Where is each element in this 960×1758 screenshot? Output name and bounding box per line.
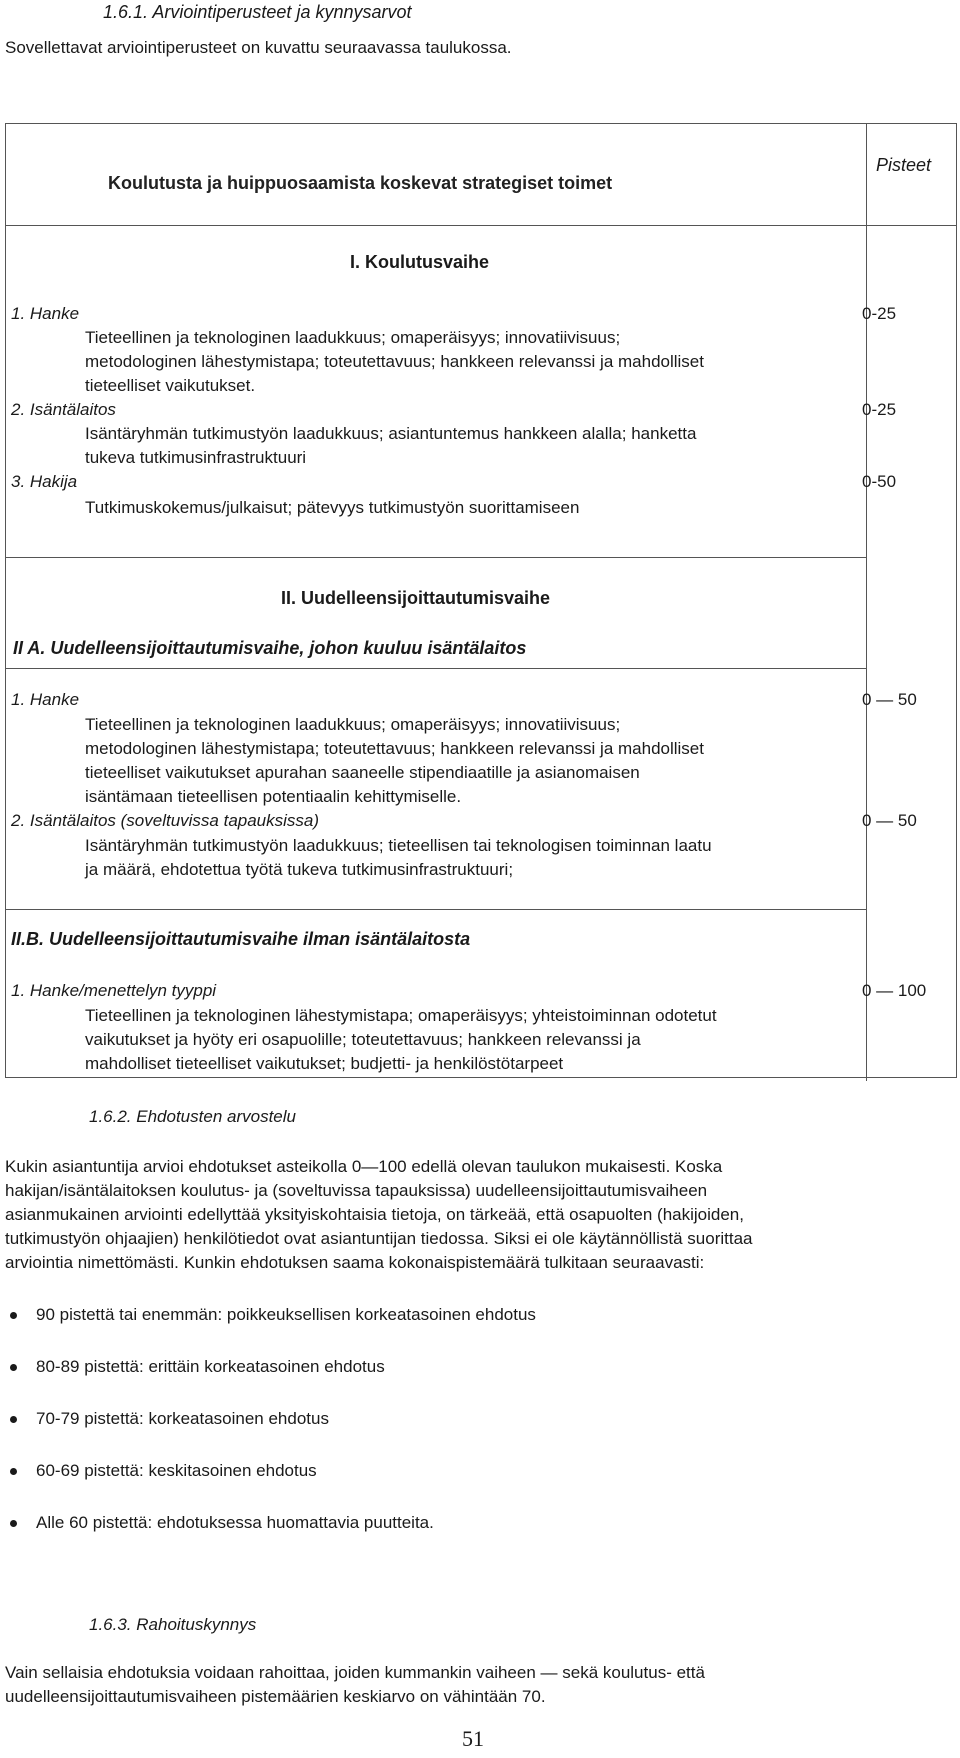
description-line: mahdolliset tieteelliset vaikutukset; budjetti- ja henkilöstötarpeet	[85, 1054, 564, 1073]
evaluation-paragraph	[5, 1155, 953, 1275]
section-heading-163: 1.6.3. Rahoituskynnys	[89, 1615, 257, 1634]
description-line: metodologinen lähestymistapa; toteutettavuus; hankkeen relevanssi ja mahdolliset	[85, 352, 704, 371]
paragraph-line: arviointia nimettömästi. Kunkin ehdotuksen saama kokonaispistemäärä tulkitaan seuraavasti:	[5, 1253, 705, 1272]
table-sub-divider	[6, 668, 867, 669]
phase-2b-title: II.B. Uudelleensijoittautumisvaihe ilman isäntälaitosta	[11, 929, 471, 949]
phase2a-item2-description	[85, 834, 858, 882]
description-line: metodologinen lähestymistapa; toteutettavuus; hankkeen relevanssi ja mahdolliset	[85, 739, 704, 758]
paragraph-line: hakijan/isäntälaitoksen koulutus- ja (soveltuvissa tapauksissa) uudelleensijoittautumisvaiheen	[5, 1181, 708, 1200]
score-band-text: 60-69 pistettä: keskitasoinen ehdotus	[36, 1461, 317, 1480]
phase1-item3-description	[85, 496, 858, 520]
description-line: tieteelliset vaikutukset.	[85, 376, 256, 395]
description-line: Tieteellinen ja teknologinen laadukkuus; omaperäisyys; innovatiivisuus;	[85, 715, 621, 734]
phase2a-item2-score: 0 — 50	[862, 811, 917, 830]
description-line: isäntämaan tieteellisen potentiaalin kehittymiselle.	[85, 787, 462, 806]
description-line: tukeva tutkimusinfrastruktuuri	[85, 448, 307, 467]
bullet-icon	[10, 1520, 17, 1527]
phase2a-item1-description	[85, 713, 858, 809]
phase2a-item1-score: 0 — 50	[862, 690, 917, 709]
phase1-item3-score: 0-50	[862, 472, 897, 491]
page-number: 51	[462, 1726, 484, 1751]
paragraph-line: Kukin asiantuntija arvioi ehdotukset asteikolla 0—100 edellä olevan taulukon mukaisesti. Koska	[5, 1157, 723, 1176]
score-band-item	[36, 1513, 434, 1533]
score-band-item	[36, 1305, 536, 1325]
bullet-icon	[10, 1312, 17, 1319]
points-column-header: Pisteet	[876, 155, 932, 175]
table-column-divider	[866, 124, 867, 1081]
description-line: Tutkimuskokemus/julkaisut; pätevyys tutkimustyön suorittamiseen	[85, 498, 580, 517]
section-heading-162: 1.6.2. Ehdotusten arvostelu	[89, 1107, 296, 1126]
paragraph-line: tutkimustyön ohjaajien) henkilötiedot ovat asiantuntijan tiedossa. Siksi ei ole käytännöllistä suorittaa	[5, 1229, 753, 1248]
description-line: Isäntäryhmän tutkimustyön laadukkuus; asiantuntemus hankkeen alalla; hanketta	[85, 424, 697, 443]
description-line: Tieteellinen ja teknologinen lähestymistapa; omaperäisyys; yhteistoiminnan odotetut	[85, 1006, 717, 1025]
table-header-divider	[6, 225, 956, 226]
phase1-item2-description	[85, 422, 858, 470]
paragraph-line: asianmukainen arviointi edellyttää yksityiskohtaisia tietoja, on tärkeää, että osapuolten (hakijoiden,	[5, 1205, 744, 1224]
score-band-item	[36, 1357, 385, 1377]
phase1-item3-title: 3. Hakija	[11, 472, 78, 491]
phase2b-item1-score: 0 — 100	[862, 981, 927, 1000]
paragraph-line: uudelleensijoittautumisvaiheen pistemäärien keskiarvo on vähintään 70.	[5, 1687, 546, 1706]
table-phase-divider	[6, 557, 867, 558]
phase-2-title: II. Uudelleensijoittautumisvaihe	[281, 588, 551, 608]
phase1-item1-score: 0-25	[862, 304, 897, 323]
section-heading-161: 1.6.1. Arviointiperusteet ja kynnysarvot	[103, 2, 412, 22]
table-title: Koulutusta ja huippuosaamista koskevat strategiset toimet	[108, 173, 613, 193]
description-line: Isäntäryhmän tutkimustyön laadukkuus; tieteellisen tai teknologisen toiminnan laatu	[85, 836, 712, 855]
bullet-icon	[10, 1364, 17, 1371]
funding-threshold-paragraph	[5, 1661, 953, 1709]
paragraph-line: Vain sellaisia ehdotuksia voidaan rahoittaa, joiden kummankin vaiheen — sekä koulutus- että	[5, 1663, 705, 1682]
phase1-item2-title: 2. Isäntälaitos	[11, 400, 116, 419]
score-band-text: 70-79 pistettä: korkeatasoinen ehdotus	[36, 1409, 329, 1428]
phase1-item1-title: 1. Hanke	[11, 304, 80, 323]
description-line: ja määrä, ehdotettua työtä tukeva tutkimusinfrastruktuuri;	[85, 860, 514, 879]
description-line: tieteelliset vaikutukset apurahan saaneelle stipendiaatille ja asianomaisen	[85, 763, 640, 782]
description-line: vaikutukset ja hyöty eri osapuolille; toteutettavuus; hankkeen relevanssi ja	[85, 1030, 641, 1049]
score-band-text: 80-89 pistettä: erittäin korkeatasoinen ehdotus	[36, 1357, 385, 1376]
description-line: Tieteellinen ja teknologinen laadukkuus; omaperäisyys; innovatiivisuus;	[85, 328, 621, 347]
phase-1-title: I. Koulutusvaihe	[350, 252, 490, 272]
phase2b-item1-title: 1. Hanke/menettelyn tyyppi	[11, 981, 217, 1000]
phase2a-item1-title: 1. Hanke	[11, 690, 80, 709]
bullet-icon	[10, 1416, 17, 1423]
score-band-item	[36, 1409, 329, 1429]
bullet-icon	[10, 1468, 17, 1475]
phase-2a-title: II A. Uudelleensijoittautumisvaihe, johon kuuluu isäntälaitos	[13, 638, 527, 658]
score-band-item	[36, 1461, 317, 1481]
phase1-item2-score: 0-25	[862, 400, 897, 419]
intro-text: Sovellettavat arviointiperusteet on kuvattu seuraavassa taulukossa.	[5, 38, 512, 57]
phase2b-item1-description	[85, 1004, 858, 1076]
score-band-text: Alle 60 pistettä: ehdotuksessa huomattavia puutteita.	[36, 1513, 434, 1532]
phase1-item1-description	[85, 326, 858, 398]
phase2a-item2-title: 2. Isäntälaitos (soveltuvissa tapauksissa)	[11, 811, 320, 830]
table-sub-divider-b	[6, 909, 867, 910]
score-band-text: 90 pistettä tai enemmän: poikkeuksellisen korkeatasoinen ehdotus	[36, 1305, 536, 1324]
